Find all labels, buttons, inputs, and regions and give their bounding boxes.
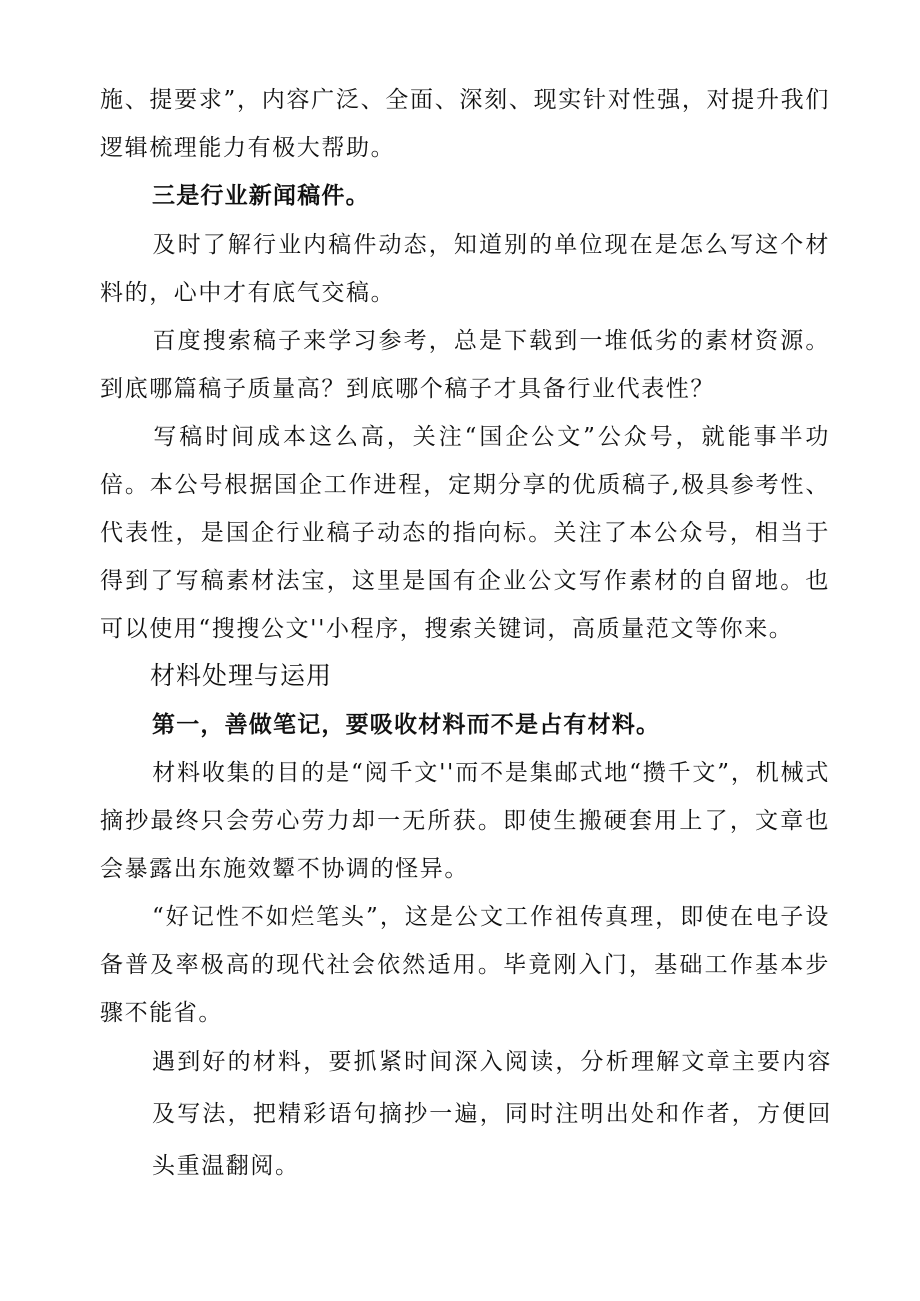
paragraph-purpose: 材料收集的目的是“阅千文''而不是集邮式地“攒千文”，机械式摘抄最终只会劳心劳力却一无所获。即使生搬硬套用上了，文章也会暴露出东施效颦不协调的怪异。 [100,760,830,882]
paragraph-notes: “好记性不如烂笔头”，这是公文工作祖传真理，即使在电子设备普及率极高的现代社会依然适用。毕竟刚入门，基础工作基本步骤不能省。 [100,904,830,1026]
paragraph-baidu-search: 百度搜索稿子来学习参考，总是下载到一堆低劣的素材资源。到底哪篇稿子质量高？到底哪个稿子才具备行业代表性？ [100,328,830,402]
subheading-third: 三是行业新闻稿件。 [152,182,370,209]
section-title: 材料处理与运用 [150,661,333,690]
paragraph-continued: 施、提要求”，内容广泛、全面、深刻、现实针对性强，对提升我们逻辑梳理能力有极大帮助。 [100,87,830,161]
paragraph-news-dynamics: 及时了解行业内稿件动态，知道别的单位现在是怎么写这个材料的，心中才有底气交稿。 [100,232,830,306]
paragraph-official-account: 写稿时间成本这么高，关注“国企公文”公众号，就能事半功倍。本公号根据国企工作进程，定期分享的优质稿子,极具参考性、代表性，是国企行业稿子动态的指向标。关注了本公众号，相当于得到了写稿素材法宝，这里是国有企业公文写作素材的自留地。也可以使用“搜搜公文''小程序，搜索关键词，高质量范文等你来。 [100,424,830,642]
subheading-first: 第一，善做笔记，要吸收材料而不是占有材料。 [152,711,661,738]
paragraph-good-material: 遇到好的材料，要抓紧时间深入阅读，分析理解文章主要内容及写法，把精彩语句摘抄一遍，同时注明出处和作者，方便回头重温翻阅。 [152,1049,832,1179]
